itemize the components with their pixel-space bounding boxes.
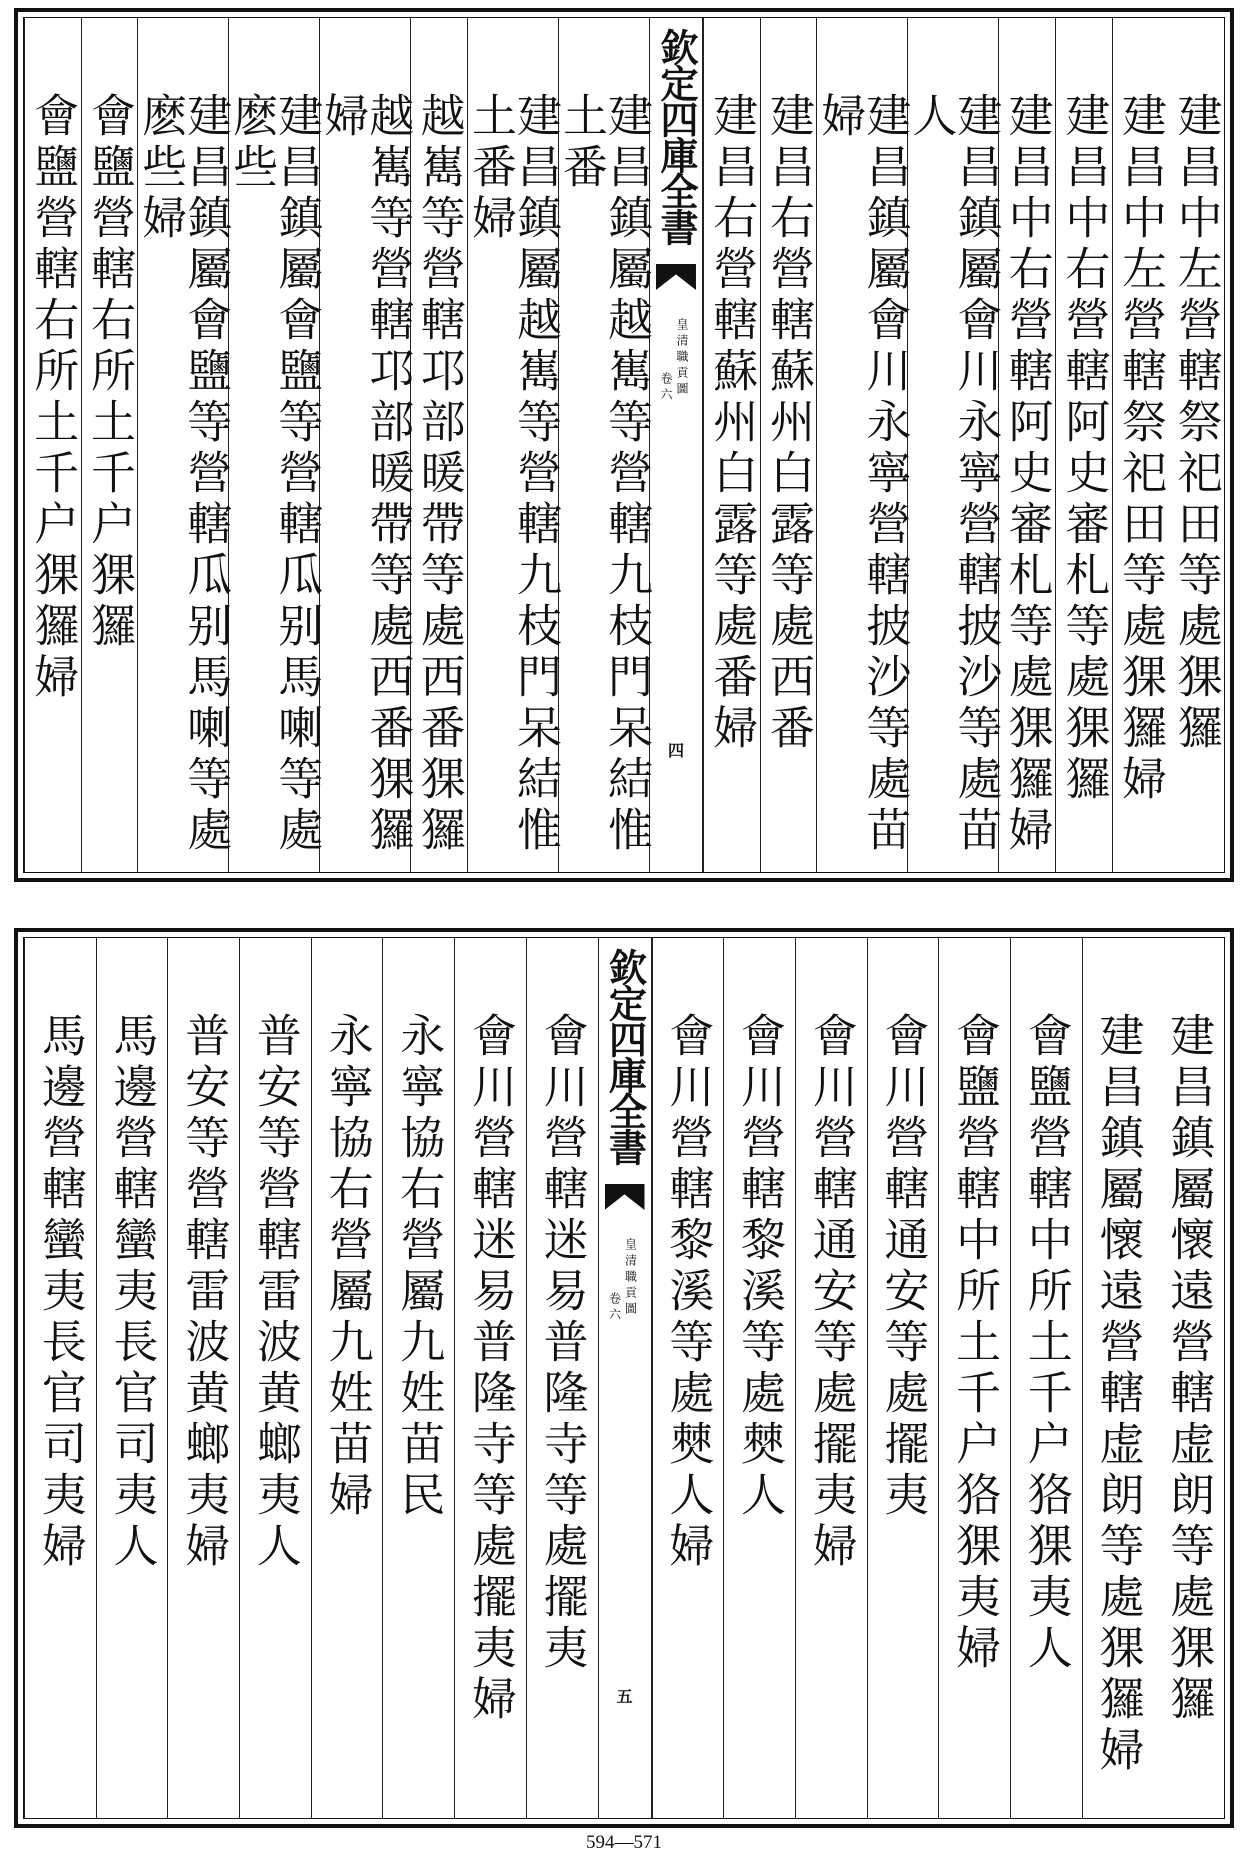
column-text: 建昌鎮屬越嶲等營轄九枝門呆結惟土番婦 xyxy=(463,92,562,857)
text-column xyxy=(813,18,912,872)
column-text: 普安等營轄雷波黄螂夷人 xyxy=(248,1012,302,1573)
text-column xyxy=(96,938,168,1818)
column-text: 建昌右營轄蘇州白露等處番婦 xyxy=(705,92,759,755)
text-columns xyxy=(24,18,1224,872)
text-column xyxy=(225,18,324,872)
bottom-page xyxy=(14,928,1234,1828)
column-text: 會鹽營轄中所土千户狢猓夷人 xyxy=(1019,1012,1073,1675)
column-text: 建昌鎮屬懷遠營轄虚朗等處猓玀 xyxy=(1162,1012,1216,1726)
fishtail-mark xyxy=(656,264,696,290)
column-text: 建昌鎮屬會川永寧營轄披沙等處苗人 xyxy=(904,92,1003,857)
book-series-title: 欽定四庫全書 xyxy=(653,28,699,244)
scan-page-number: 594—571 xyxy=(586,1832,662,1853)
text-column xyxy=(454,938,526,1818)
column-text: 建昌中右營轄阿史審札等處猓玀 xyxy=(1057,92,1111,806)
column-text: 建昌鎮屬懷遠營轄虚朗等處猓玀婦 xyxy=(1091,1012,1145,1777)
column-text: 會川營轄通安等處擺夷婦 xyxy=(804,1012,858,1573)
text-column xyxy=(311,938,383,1818)
book-series-title: 欽定四庫全書 xyxy=(602,948,648,1164)
text-column xyxy=(1082,938,1154,1818)
column-text: 會川營轄迷易普隆寺等處擺夷婦 xyxy=(463,1012,517,1726)
fishtail-mark xyxy=(605,1184,645,1210)
column-text: 永寧協右營屬九姓苗民 xyxy=(392,1012,446,1522)
text-column xyxy=(867,938,939,1818)
text-column xyxy=(134,18,233,872)
text-column xyxy=(167,938,239,1818)
text-column xyxy=(239,938,311,1818)
text-column xyxy=(703,18,760,872)
text-column xyxy=(410,18,467,872)
column-text: 建昌中右營轄阿史審札等處猓玀婦 xyxy=(1000,92,1054,857)
text-column xyxy=(1168,18,1224,872)
juan-number: 卷六 xyxy=(658,372,673,404)
column-text: 建昌鎮屬會鹽等營轄瓜别馬喇等處麽些婦 xyxy=(134,92,233,857)
text-column xyxy=(998,18,1055,872)
text-column xyxy=(652,938,724,1818)
column-text: 會鹽營轄右所土千户猓玀婦 xyxy=(26,92,80,704)
column-text: 越嶲等營轄邛部暖帶等處西番猓玀婦 xyxy=(316,92,415,857)
column-text: 會川營轄通安等處擺夷 xyxy=(876,1012,930,1522)
column-text: 馬邊營轄蠻夷長官司夷婦 xyxy=(33,1012,87,1573)
text-column xyxy=(723,938,795,1818)
column-text: 會川營轄迷易普隆寺等處擺夷 xyxy=(535,1012,589,1675)
column-text: 會鹽營轄中所土千户狢猓夷婦 xyxy=(948,1012,1002,1675)
column-text: 建昌中左營轄祭祀田等處猓玀 xyxy=(1169,92,1223,755)
column-text: 建昌鎮屬越嶲等營轄九枝門呆結惟土番 xyxy=(554,92,653,857)
text-column xyxy=(81,18,138,872)
column-text: 永寧協右營屬九姓苗婦 xyxy=(320,1012,374,1522)
folio-number: 五 xyxy=(616,1687,633,1706)
column-text: 普安等營轄雷波黄螂夷婦 xyxy=(177,1012,231,1573)
text-column xyxy=(904,18,1003,872)
top-page xyxy=(14,8,1234,882)
column-text: 建昌鎮屬會鹽等營轄瓜别馬喇等處麽些 xyxy=(225,92,324,857)
text-column xyxy=(382,938,454,1818)
juan-number: 卷六 xyxy=(607,1292,622,1324)
text-column xyxy=(526,938,598,1818)
text-column xyxy=(554,18,653,872)
text-columns xyxy=(24,938,1224,1818)
folio-number: 四 xyxy=(667,741,684,760)
text-column xyxy=(1055,18,1112,872)
text-column xyxy=(1112,18,1169,872)
text-column xyxy=(938,938,1010,1818)
text-column xyxy=(1153,938,1224,1818)
text-column xyxy=(24,18,81,872)
text-column xyxy=(463,18,562,872)
text-column xyxy=(24,938,96,1818)
center-fold xyxy=(598,938,652,1818)
column-text: 建昌鎮屬會川永寧營轄披沙等處苗婦 xyxy=(813,92,912,857)
column-text: 越嶲等營轄邛部暖帶等處西番猓玀 xyxy=(412,92,466,857)
text-column xyxy=(316,18,415,872)
column-text: 馬邊營轄蠻夷長官司夷人 xyxy=(105,1012,159,1573)
text-column xyxy=(795,938,867,1818)
column-text: 建昌中左營轄祭祀田等處猓玀婦 xyxy=(1113,92,1167,806)
column-text: 建昌右營轄蘇州白露等處西番 xyxy=(761,92,815,755)
column-text: 會川營轄黎溪等處僰人 xyxy=(733,1012,787,1522)
column-text: 會川營轄黎溪等處僰人婦 xyxy=(661,1012,715,1573)
text-column xyxy=(1010,938,1082,1818)
center-fold xyxy=(649,18,703,872)
book-title: 皇清職貢圖 xyxy=(623,1238,638,1318)
text-column xyxy=(760,18,817,872)
column-text: 會鹽營轄右所土千户猓玀 xyxy=(82,92,136,653)
book-title: 皇清職貢圖 xyxy=(674,318,689,398)
